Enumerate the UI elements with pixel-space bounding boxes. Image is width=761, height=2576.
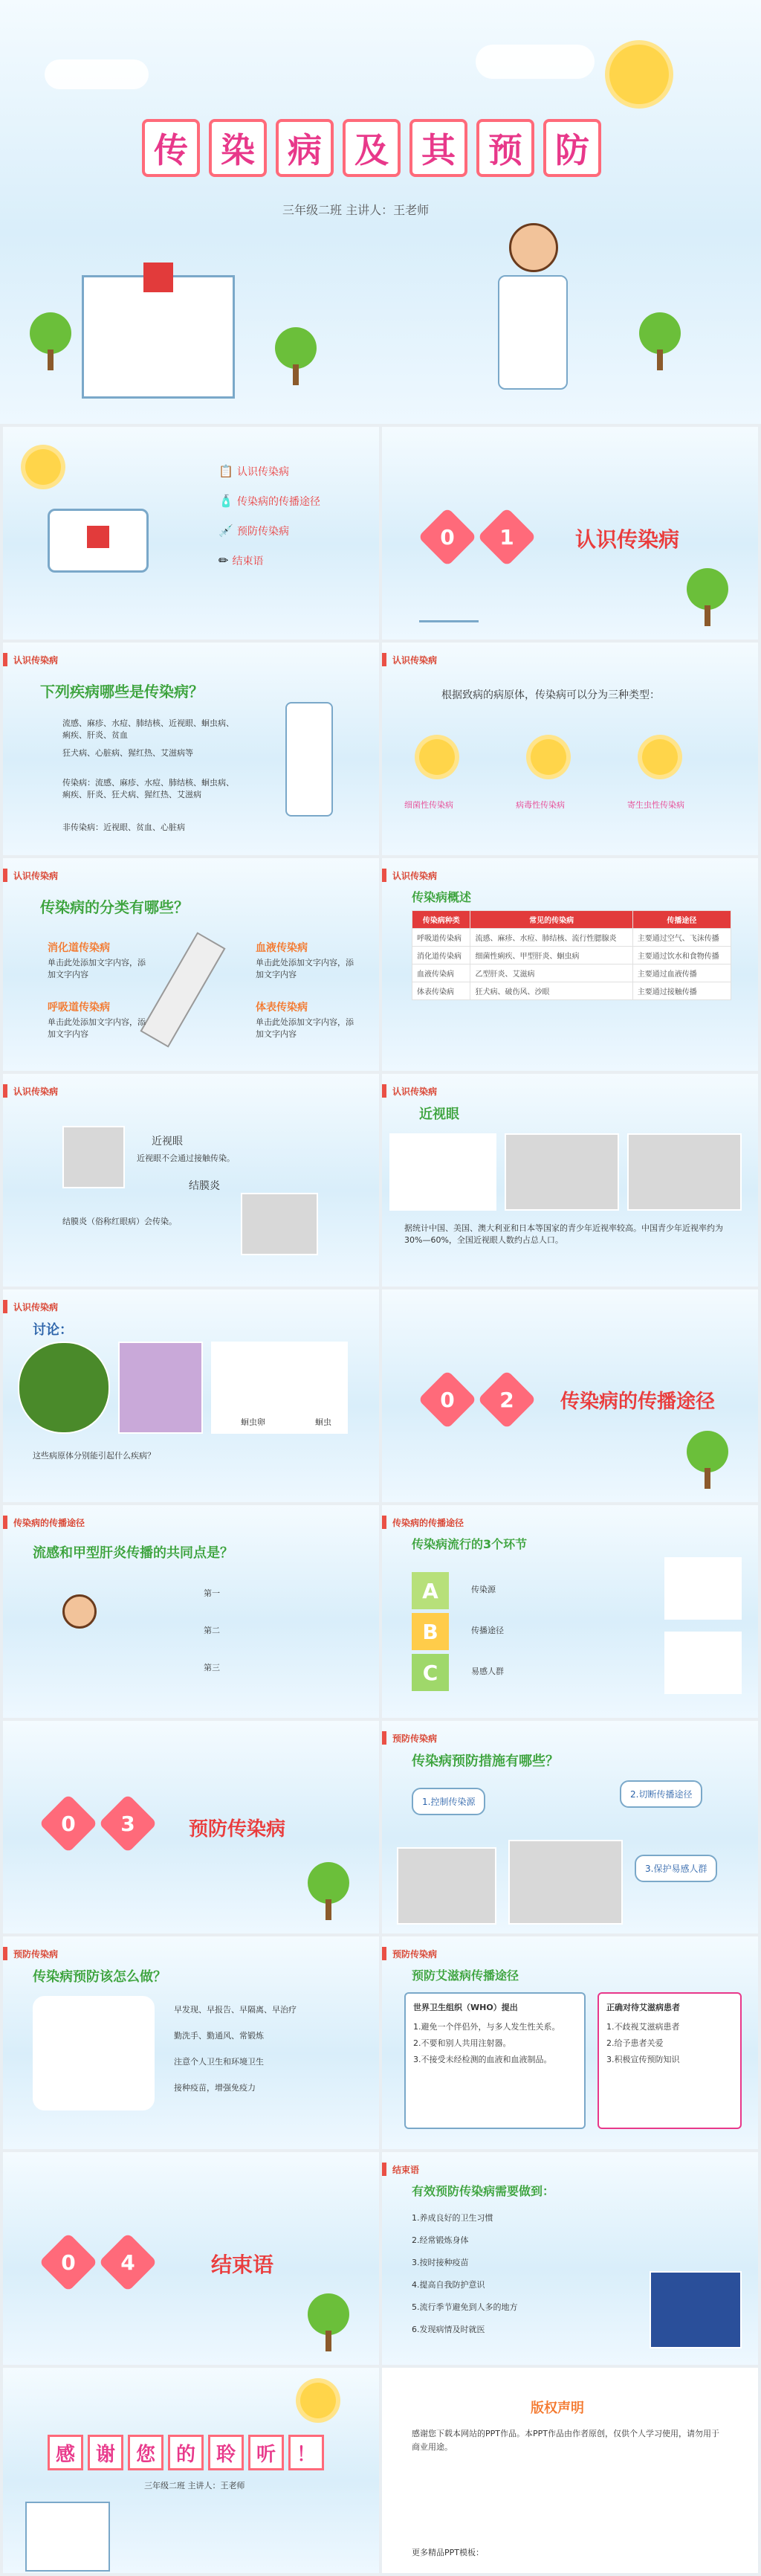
slide-title: 近视眼	[419, 1107, 459, 1122]
sun-icon	[25, 449, 61, 485]
section-title: 预防传染病	[189, 1818, 286, 1841]
cover-title	[134, 119, 609, 177]
label-conjunctivitis: 结膜炎	[189, 1180, 220, 1192]
common-slide	[3, 1505, 379, 1718]
block-b: B	[412, 1613, 449, 1650]
cartoon-photo	[664, 1632, 742, 1694]
category-right1: 血液传染病	[256, 942, 308, 954]
section1-slide	[382, 427, 758, 640]
thanks-char: 感	[48, 2435, 83, 2470]
worm-label: 蛔虫卵	[241, 1417, 265, 1427]
end-item: 2.经常锻炼身体	[412, 2235, 469, 2245]
category-desc: 单击此处添加文字内容，添加文字内容	[48, 958, 146, 979]
tree-icon	[687, 1431, 728, 1472]
block-c: C	[412, 1654, 449, 1691]
discuss-slide	[3, 1289, 379, 1502]
slide-header: 传染病的传播途径	[392, 1517, 464, 1528]
worm-label: 蛔虫	[315, 1417, 331, 1427]
aids-right-item: 1.不歧视艾滋病患者	[606, 2022, 680, 2032]
red-eye-photo	[241, 1193, 318, 1255]
menu-item-label: 预防传染病	[237, 526, 290, 538]
aids-right-item: 3.积极宣传预防知识	[606, 2055, 680, 2064]
slide-title: 有效预防传染病需要做到：	[412, 2184, 555, 2198]
menu-item-label: 结束语	[232, 556, 264, 567]
slide-header: 认识传染病	[13, 1086, 59, 1097]
title-char: 预	[476, 119, 534, 177]
menu-item[interactable]	[218, 494, 320, 509]
thanks-title	[48, 2435, 324, 2470]
menu-item[interactable]	[218, 524, 320, 538]
virus-photo	[650, 2271, 742, 2348]
link-label: 传播途径	[471, 1626, 504, 1635]
clipboard-icon: 📋	[218, 464, 233, 478]
eye-exam-photo	[505, 1133, 619, 1211]
menu-item[interactable]	[218, 553, 320, 568]
aids-right-title: 正确对待艾滋病患者	[606, 2003, 680, 2012]
label-myopia: 近视眼	[152, 1136, 183, 1147]
heart-number: 1	[477, 507, 536, 566]
slide-header: 认识传染病	[13, 870, 59, 881]
section-title: 传染病的传播途径	[560, 1391, 716, 1413]
thanks-slide	[3, 2368, 379, 2573]
aids-right-box	[598, 1992, 742, 2129]
copyright-title: 版权声明	[531, 2400, 584, 2416]
common-item: 第二	[204, 1626, 220, 1635]
slide-title: 传染病预防该怎么做？	[33, 1969, 166, 1985]
heart-number: 0	[39, 1794, 97, 1852]
thanks-char: 的	[168, 2435, 204, 2470]
copyright-para: 感谢您下载本网站的PPT作品。本PPT作品由作者原创，仅供个人学习使用，请勿用于商业用途。	[412, 2429, 719, 2452]
discuss-question: 这些病原体分别能引起什么疾病？	[33, 1451, 155, 1461]
cloud-decoration	[45, 59, 149, 89]
line: 非传染病：近视眼、贫血、心脏病	[62, 822, 185, 832]
how-item: 勤洗手、勤通风、常锻炼	[174, 2031, 264, 2041]
prevent-how-slide	[3, 1936, 379, 2149]
slide-header: 认识传染病	[13, 654, 59, 666]
thanks-char: 听	[248, 2435, 284, 2470]
type-label: 细菌性传染病	[404, 800, 453, 810]
syringe-icon	[140, 932, 225, 1047]
heart-number: 0	[39, 2232, 97, 2291]
how-item: 早发现、早报告、早隔离、早治疗	[174, 2005, 297, 2015]
end-slide	[382, 2152, 758, 2365]
doctor-photo	[397, 1847, 496, 1925]
slide-title: 下列疾病哪些是传染病？	[40, 683, 204, 701]
slide-header: 认识传染病	[392, 1086, 438, 1097]
measure-bubble: 2.切断传播途径	[620, 1780, 702, 1808]
category-desc: 单击此处添加文字内容，添加文字内容	[256, 1017, 354, 1039]
category-slide	[3, 858, 379, 1071]
aids-left-item: 1.避免一个伴侣外，与多人发生性关系。	[413, 2022, 560, 2032]
quiz-slide	[3, 643, 379, 855]
section-title: 认识传染病	[575, 527, 680, 552]
aids-left-box	[404, 1992, 586, 2129]
title-char: 及	[343, 119, 401, 177]
tree-icon	[639, 312, 681, 354]
link-label: 传染源	[471, 1585, 496, 1594]
drip-icon: 💉	[218, 524, 233, 538]
title-char: 防	[543, 119, 601, 177]
aids-left-item: 3.不接受未经检测的血液和血液制品。	[413, 2055, 552, 2064]
category-right2: 体表传染病	[256, 1002, 308, 1014]
title-char: 病	[276, 119, 334, 177]
block-a: A	[412, 1572, 449, 1609]
end-item: 3.按时接种疫苗	[412, 2258, 469, 2267]
slide-title: 传染病流行的3个环节	[412, 1537, 528, 1551]
types-slide	[382, 643, 758, 855]
aids-left-item: 2.不要和别人共用注射器。	[413, 2038, 511, 2048]
table-slide	[382, 858, 758, 1071]
child-photo	[62, 1126, 125, 1188]
heart-number: 0	[418, 507, 476, 566]
heart-number: 4	[98, 2232, 157, 2291]
myopia-slide	[382, 1074, 758, 1287]
category-desc: 单击此处添加文字内容，添加文字内容	[48, 1017, 146, 1039]
link-label: 易感人群	[471, 1667, 504, 1676]
title-char: 其	[409, 119, 467, 177]
heart-number: 0	[418, 1370, 476, 1429]
line: 流感、麻疹、水痘、肺结核、近视眼、蛔虫病、痢疾、肝炎、贫血	[62, 718, 234, 740]
thanks-char: ！	[288, 2435, 324, 2470]
slide-header: 认识传染病	[392, 654, 438, 666]
doctor-icon	[490, 223, 572, 394]
how-item: 注意个人卫生和环境卫生	[174, 2057, 264, 2067]
eye-chart-photo	[389, 1133, 496, 1211]
bicycle-icon	[419, 598, 479, 622]
hospital-icon	[25, 2502, 110, 2572]
cloud-decoration	[476, 45, 595, 79]
common-item: 第三	[204, 1663, 220, 1672]
category-desc: 单击此处添加文字内容，添加文字内容	[256, 958, 354, 979]
slide-header: 预防传染病	[392, 1733, 438, 1744]
slide-header: 预防传染病	[13, 1948, 59, 1960]
aids-right-item: 2.给予患者关爱	[606, 2038, 664, 2048]
thanks-char: 谢	[88, 2435, 123, 2470]
glasses-photo	[627, 1133, 742, 1211]
disease-table: 传染病种类 常见的传染病 传播途径 呼吸道传染病 流感、麻疹、水痘、肺结核、流行性腮腺炎 主要通过空气、飞沫传播 消化道传染病 细菌性痢疾、甲型肝炎、蛔虫病 主要通过饮水和食物传播 血液传染病 乙型肝炎、艾滋病 主要通过血液传播 体表传染病 狂犬病、破伤风、沙眼 主要通过接触传播	[412, 910, 731, 1000]
cover-slide	[0, 0, 761, 424]
title-char: 传	[142, 119, 200, 177]
section-title: 结束语	[211, 2253, 274, 2277]
ambulance-icon	[48, 509, 149, 573]
cover-subtitle: 三年级二班 主讲人：王老师	[282, 203, 430, 217]
sun-icon	[300, 2383, 336, 2418]
tree-icon	[308, 1862, 349, 1904]
sun-icon	[419, 739, 455, 775]
heart-number: 2	[477, 1370, 536, 1429]
tree-icon	[30, 312, 71, 354]
end-item: 5.流行季节避免到人多的地方	[412, 2302, 518, 2312]
end-item: 6.发现病情及时就医	[412, 2325, 485, 2334]
end-item: 4.提高自我防护意识	[412, 2280, 485, 2290]
slide-title: 传染病预防措施有哪些？	[412, 1754, 559, 1769]
how-item: 接种疫苗，增强免疫力	[174, 2083, 256, 2093]
heart-number: 3	[98, 1794, 157, 1852]
slide-title: 预防艾滋病传播途径	[412, 1968, 519, 1983]
thanks-char: 您	[128, 2435, 163, 2470]
category-left1: 消化道传染病	[48, 942, 110, 954]
end-item: 1.养成良好的卫生习惯	[412, 2213, 493, 2223]
menu-slide	[3, 427, 379, 640]
mask-photo	[508, 1840, 623, 1925]
category-left2: 呼吸道传染病	[48, 1002, 110, 1014]
links-slide	[382, 1505, 758, 1718]
section2-slide	[382, 1289, 758, 1502]
slide-header: 预防传染病	[392, 1948, 438, 1960]
line: 传染病：流感、麻疹、水痘、肺结核、蛔虫病、痢疾、肝炎、狂犬病、猩红热、艾滋病	[62, 778, 234, 799]
slide-title: 传染病的分类有哪些？	[40, 898, 189, 916]
thanks-subtitle: 三年级二班 主讲人：王老师	[144, 2481, 245, 2490]
menu-item-label: 认识传染病	[237, 466, 290, 478]
slide-header: 结束语	[392, 2164, 420, 2175]
sun-icon	[531, 739, 566, 775]
doctor-icon	[285, 702, 333, 817]
slide-header: 传染病的传播途径	[13, 1517, 85, 1528]
tree-icon	[308, 2293, 349, 2335]
slide-title: 传染病概述	[412, 890, 472, 904]
note-conjunctivitis: 结膜炎（俗称红眼病）会传染。	[62, 1217, 177, 1226]
slide-header: 认识传染病	[392, 870, 438, 881]
cartoon-photo	[664, 1557, 742, 1620]
family-photo	[33, 1996, 155, 2110]
slide-desc: 根据致病的病原体，传染病可以分为三种类型：	[441, 689, 660, 701]
kid-icon	[62, 1594, 97, 1629]
menu-item-label: 传染病的传播途径	[237, 496, 321, 508]
myopia-paragraph: 据统计中国、美国、澳大利亚和日本等国家的青少年近视率较高。中国青少年近视率约为30%—60%，全国近视眼人数约占总人口。	[404, 1223, 723, 1245]
menu-item[interactable]	[218, 464, 320, 479]
virus-photo	[18, 1342, 110, 1434]
measure-bubble: 3.保护易感人群	[635, 1855, 717, 1882]
sun-icon	[642, 739, 678, 775]
section4-slide	[3, 2152, 379, 2365]
pen-icon: ✏	[218, 553, 229, 567]
type-label: 病毒性传染病	[516, 800, 565, 810]
aids-left-title: 世界卫生组织（WHO）提出	[413, 2003, 518, 2012]
prevent-q-slide	[382, 1721, 758, 1933]
line: 狂犬病、心脏病、猩红热、艾滋病等	[62, 748, 193, 758]
note-myopia: 近视眼不会通过接触传染。	[137, 1153, 235, 1163]
eye-slide	[3, 1074, 379, 1287]
bottle-icon: 🧴	[218, 494, 233, 508]
copyright-slide	[382, 2368, 758, 2573]
sun-icon	[609, 45, 669, 104]
slide-title: 讨论：	[33, 1322, 73, 1338]
tree-icon	[687, 568, 728, 610]
menu-list	[218, 464, 320, 568]
title-char: 染	[209, 119, 267, 177]
hospital-icon	[82, 275, 235, 399]
thanks-char: 聆	[208, 2435, 244, 2470]
tree-icon	[275, 327, 317, 369]
section3-slide	[3, 1721, 379, 1933]
bacteria-photo	[118, 1342, 203, 1434]
copyright-link[interactable]: 更多精品PPT模板：	[412, 2548, 484, 2557]
slide-title: 流感和甲型肝炎传播的共同点是？	[33, 1545, 233, 1561]
common-item: 第一	[204, 1588, 220, 1598]
measure-bubble: 1.控制传染源	[412, 1788, 485, 1815]
aids-slide	[382, 1936, 758, 2149]
slide-header: 认识传染病	[13, 1301, 59, 1313]
type-label: 寄生虫性传染病	[627, 800, 684, 810]
